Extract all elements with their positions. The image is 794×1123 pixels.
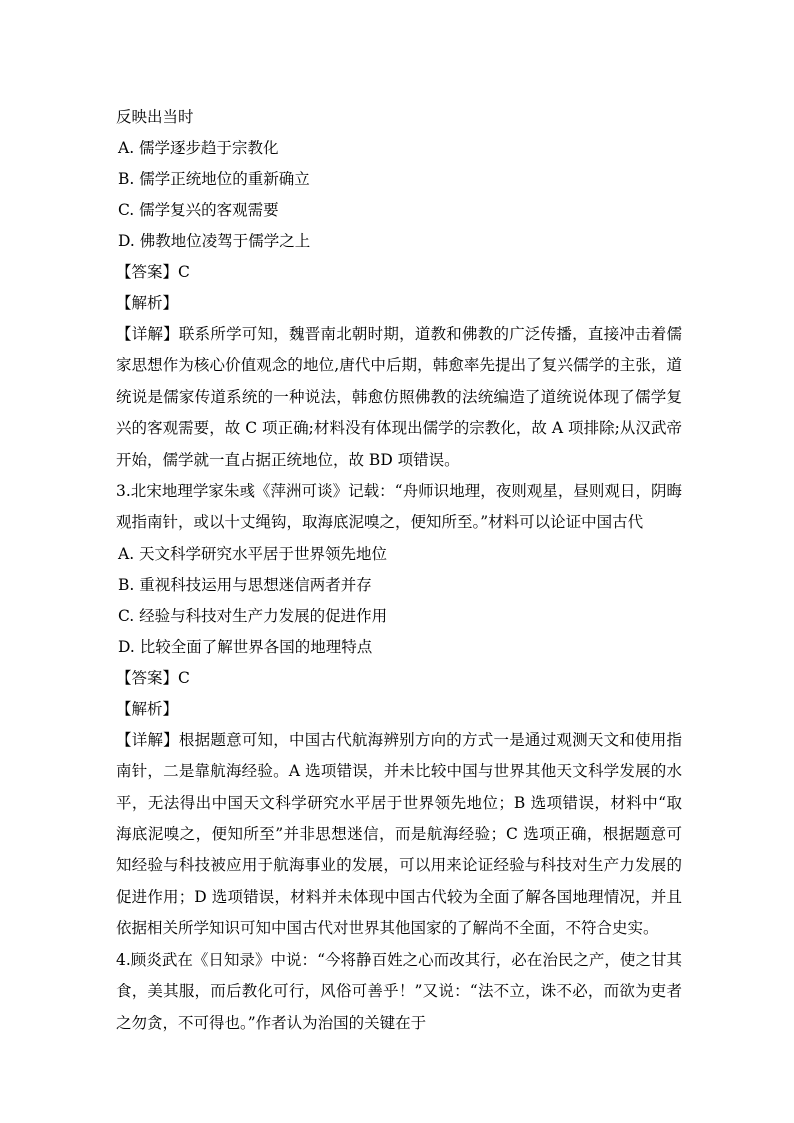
question-2-stem-tail: 反映出当时: [116, 108, 194, 126]
question-3-option-a: A. 天文科学研究水平居于世界领先地位: [118, 544, 388, 563]
question-2-option-a: A. 儒学逐步趋于宗教化: [118, 139, 279, 157]
question-2-answer: 【答案】C: [116, 263, 190, 281]
question-2-detail: 【详解】联系所学可知，魏晋南北朝时期，道教和佛教的广泛传播，直接冲击着儒家思想作为核心价值观念的地位,唐代中后期，韩愈率先提出了复兴儒学的主张，道统说是儒家传道系统的一种说法，韩愈仿照佛教的法统编造了道统说体现了儒学复兴的客观需要，故 C 项正确;材料没有体现出儒学的宗教化，故 A 项排除;从汉武帝开始，儒学就一直占据正统地位，故 BD 项错误。: [116, 325, 682, 469]
page-content: [116, 102, 682, 1039]
question-3-stem: 3.北宋地理学家朱彧《萍洲可谈》记载：“舟师识地理，夜则观星，昼则观日，阴晦观指南针，或以十丈绳钩，取海底泥嗅之，便知所至。”材料可以论证中国古代: [116, 482, 682, 532]
question-3-detail: 【详解】根据题意可知，中国古代航海辨别方向的方式一是通过观测天文和使用指南针，二是靠航海经验。A 选项错误，并未比较中国与世界其他天文科学发展的水平，无法得出中国天文科学研究水平居于世界领先地位；B 选项错误，材料中“取海底泥嗅之，便知所至”并非思想迷信，而是航海经验；C 选项正确，根据题意可知经验与科技被应用于航海事业的发展，可以用来论证经验与科技对生产力发展的促进作用；D 选项错误，材料并未体现中国古代较为全面了解各国地理情况，并且依据相关所学知识可知中国古代对世界其他国家的了解尚不全面，不符合史实。: [116, 730, 682, 938]
question-3-option-b: B. 重视科技运用与思想迷信两者并存: [118, 575, 372, 594]
question-3-option-c: C. 经验与科技对生产力发展的促进作用: [118, 606, 388, 625]
question-2-option-c: C. 儒学复兴的客观需要: [118, 201, 279, 219]
question-2-analysis-label: 【解析】: [116, 294, 179, 312]
question-3-analysis-label: 【解析】: [116, 699, 179, 718]
question-3-answer: 【答案】C: [116, 668, 190, 687]
question-3-option-d: D. 比较全面了解世界各国的地理特点: [118, 637, 373, 656]
question-2-option-d: D. 佛教地位凌驾于儒学之上: [118, 232, 311, 250]
question-2-option-b: B. 儒学正统地位的重新确立: [118, 170, 310, 188]
question-4-stem: 4.顾炎武在《日知录》中说：“今将静百姓之心而改其行，必在治民之产，使之甘其食，美其服，而后教化可行，风俗可善乎！”又说：“法不立，诛不必，而欲为吏者之勿贪，不可得也。”作者认为治国的关键在于: [116, 950, 682, 1032]
